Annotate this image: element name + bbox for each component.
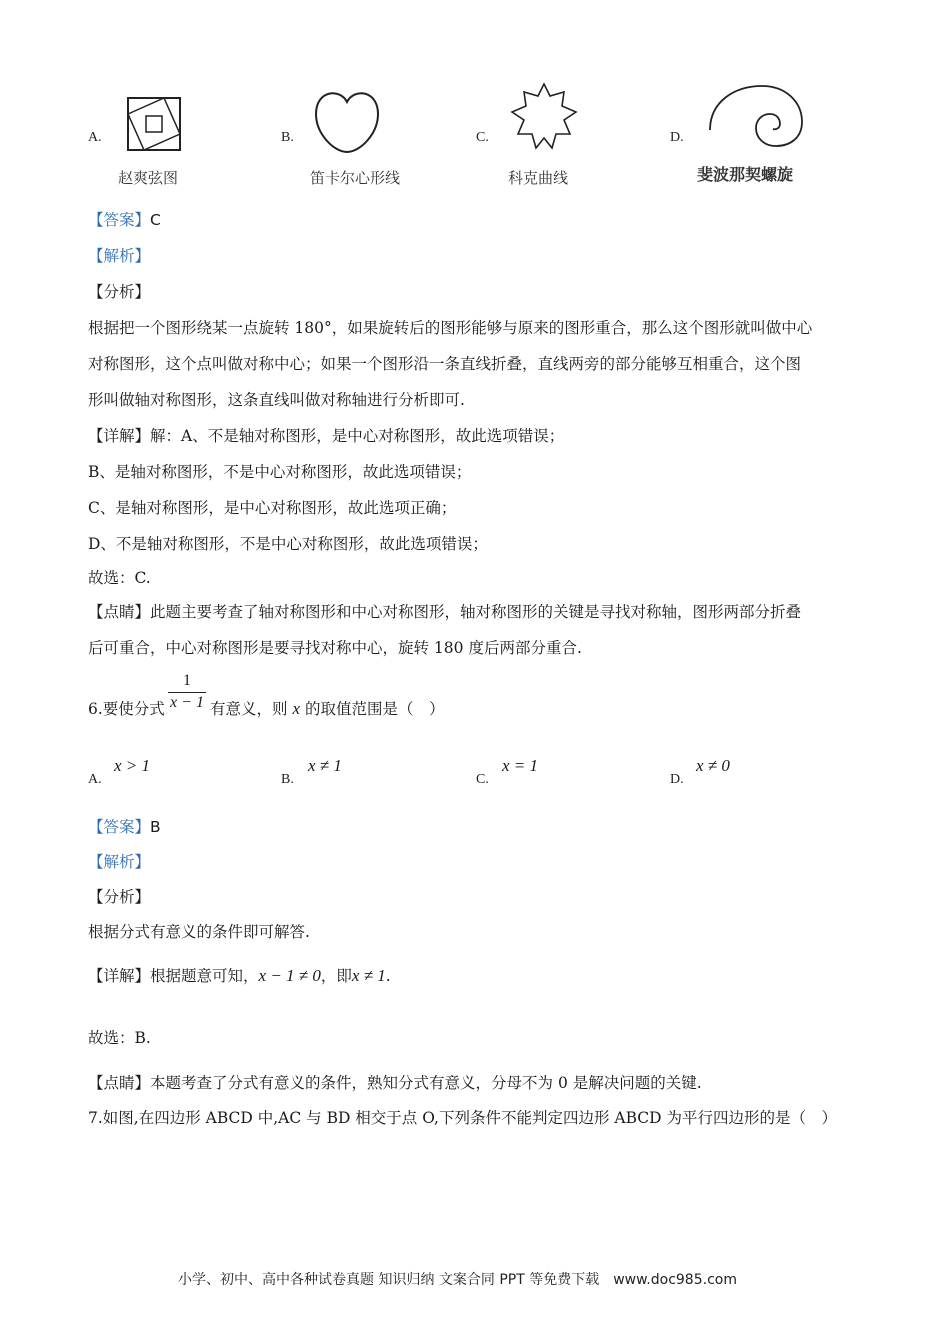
fibonacci-spiral-figure <box>700 80 812 152</box>
q7-stem: 7.如图,在四边形 ABCD 中,AC 与 BD 相交于点 O,下列条件不能判定四边形 ABCD 为平行四边形的是（ ） <box>88 1109 837 1127</box>
option-b-label: B. <box>281 130 294 145</box>
xiangjie-end: . <box>385 967 391 985</box>
dianjing-tag: 【点睛】 <box>88 603 151 621</box>
xiangjie-line-3: C、是轴对称图形，是中心对称图形，故此选项正确； <box>88 499 457 517</box>
q6-option-d-expr: x ≠ 0 <box>696 756 730 775</box>
xiangjie-line-4: D、不是轴对称图形，不是中心对称图形，故此选项错误； <box>88 535 488 553</box>
answer-tag: 【答案】 <box>88 818 151 836</box>
fenxi-line-1: 根据把一个图形绕某一点旋转 180°，如果旋转后的图形能够与原来的图形重合，那么这个图形就叫做中心 <box>88 319 813 337</box>
answer-tag: 【答案】 <box>88 211 151 229</box>
fraction-numerator: 1 <box>183 672 191 689</box>
xiangjie-line-2: B、是轴对称图形，不是中心对称图形，故此选项错误； <box>88 463 472 481</box>
q6-choose: 故选：B. <box>88 1029 151 1047</box>
dianjing-line-1 <box>88 602 801 622</box>
xiangjie-text: 根据题意可知， <box>150 967 259 985</box>
stem-var: x <box>292 699 300 718</box>
xiangjie-mid: ，即 <box>320 967 352 985</box>
option-c-label: C. <box>476 130 489 145</box>
q6-option-a-expr: x > 1 <box>114 756 151 775</box>
option-a-label: A. <box>88 130 102 145</box>
q6-analysis-tag: 【解析】 <box>88 853 151 871</box>
stem-mid: 有意义，则 <box>210 700 288 718</box>
xiangjie-choose: 故选：C. <box>88 569 151 587</box>
stem-suffix: 的取值范围是（ ） <box>304 700 445 718</box>
xiangjie-text: 解：A、不是轴对称图形，是中心对称图形，故此选项错误； <box>150 427 565 445</box>
option-d-caption: 斐波那契螺旋 <box>697 165 794 184</box>
cardioid-figure <box>310 86 384 158</box>
fenxi-line-2: 对称图形，这个点叫做对称中心；如果一个图形沿一条直线折叠，直线两旁的部分能够互相重合，这个图 <box>88 355 802 373</box>
fenxi-tag: 【分析】 <box>88 283 151 301</box>
xiangjie-expr-1: x − 1 ≠ 0 <box>258 966 321 985</box>
q6-answer <box>88 817 161 837</box>
q6-stem-rest <box>210 697 444 719</box>
q6-fenxi: 根据分式有意义的条件即可解答. <box>88 923 310 941</box>
fenxi-line-3: 形叫做轴对称图形，这条直线叫做对称轴进行分析即可. <box>88 391 465 409</box>
q6-stem-prefix: 6.要使分式 <box>88 700 165 718</box>
q6-fenxi-tag: 【分析】 <box>88 888 151 906</box>
page-footer: 小学、初中、高中各种试卷真题 知识归纳 文案合同 PPT 等免费下载 www.doc985.com <box>178 1272 737 1288</box>
xiangjie-tag: 【详解】 <box>88 427 151 445</box>
q6-option-b-label: B. <box>281 772 294 787</box>
q6-dianjing <box>88 1073 702 1093</box>
q6-option-d-label: D. <box>670 772 684 787</box>
zhaoshuang-diagram-figure <box>124 94 184 156</box>
q5-answer <box>88 210 161 230</box>
dianjing-text: 本题考查了分式有意义的条件，熟知分式有意义，分母不为 0 是解决问题的关键. <box>150 1074 702 1092</box>
dianjing-line-2: 后可重合，中心对称图形是要寻找对称中心，旋转 180 度后两部分重合. <box>88 639 582 657</box>
option-d-label: D. <box>670 130 684 145</box>
answer-value: C <box>150 211 161 229</box>
q6-option-b-expr: x ≠ 1 <box>308 756 342 775</box>
q6-option-c-expr: x = 1 <box>502 756 539 775</box>
option-c-caption: 科克曲线 <box>508 169 569 187</box>
xiangjie-line-1 <box>88 426 564 446</box>
q6-fraction <box>168 672 206 713</box>
koch-snowflake-figure <box>508 80 580 156</box>
dianjing-text: 此题主要考查了轴对称图形和中心对称图形，轴对称图形的关键是寻找对称轴，图形两部分折叠 <box>150 603 802 621</box>
q6-option-a-label: A. <box>88 772 102 787</box>
analysis-tag: 【解析】 <box>88 247 151 265</box>
answer-value: B <box>150 818 161 836</box>
dianjing-tag: 【点睛】 <box>88 1074 151 1092</box>
xiangjie-expr-2: x ≠ 1 <box>351 966 386 985</box>
option-b-caption: 笛卡尔心形线 <box>310 169 401 187</box>
q6-option-c-label: C. <box>476 772 489 787</box>
option-a-caption: 赵爽弦图 <box>118 169 179 187</box>
q6-xiangjie <box>88 966 391 986</box>
fraction-denominator: x − 1 <box>170 694 204 711</box>
xiangjie-tag: 【详解】 <box>88 967 151 985</box>
